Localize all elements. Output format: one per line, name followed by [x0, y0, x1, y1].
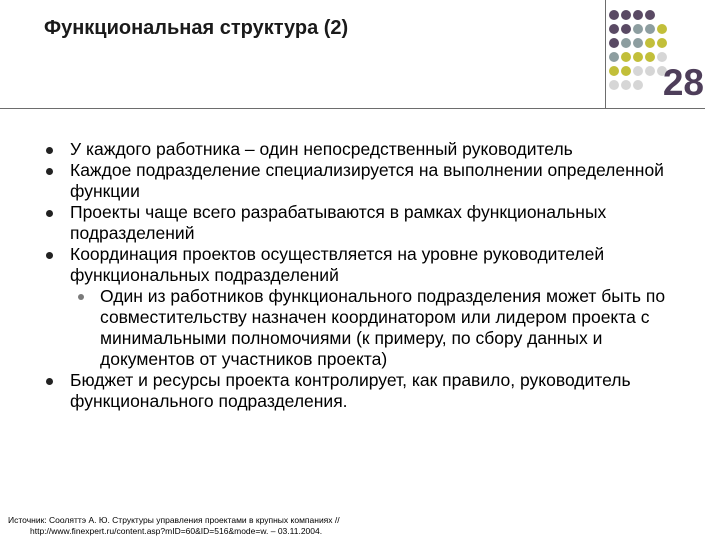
- decorative-dot: [645, 10, 655, 20]
- decorative-dot: [645, 38, 655, 48]
- decorative-dot: [609, 10, 619, 20]
- sub-bullet-icon: [78, 294, 84, 300]
- decorative-dot: [657, 38, 667, 48]
- bullet-text: У каждого работника – один непосредственный руководитель: [70, 139, 573, 159]
- decorative-dot: [621, 66, 631, 76]
- decorative-dot: [609, 66, 619, 76]
- vertical-divider: [605, 0, 606, 108]
- bullet-item: [44, 244, 684, 286]
- bullet-item: [44, 160, 684, 202]
- decorative-dot: [645, 52, 655, 62]
- decorative-dot-grid: [0, 0, 720, 110]
- decorative-dot: [633, 38, 643, 48]
- decorative-dot: [609, 52, 619, 62]
- horizontal-divider: [0, 108, 705, 109]
- bullet-item: [44, 202, 684, 244]
- decorative-dot: [621, 80, 631, 90]
- bullet-text: Координация проектов осуществляется на уровне руководителей функциональных подразделений: [70, 244, 605, 285]
- bullet-icon: [46, 210, 53, 217]
- bullet-icon: [46, 168, 53, 175]
- decorative-dot: [645, 66, 655, 76]
- decorative-dot: [609, 24, 619, 34]
- source-link: http://www.finexpert.ru/content.asp?mID=60&ID=516&mode=w. – 03.11.2004.: [30, 525, 323, 536]
- decorative-dot: [645, 24, 655, 34]
- bullet-icon: [46, 147, 53, 154]
- decorative-dot: [633, 24, 643, 34]
- decorative-dot: [633, 10, 643, 20]
- decorative-dot: [633, 66, 643, 76]
- decorative-dot: [621, 24, 631, 34]
- sub-bullet-item: [44, 286, 684, 370]
- decorative-dot: [633, 52, 643, 62]
- bullet-item: [44, 370, 684, 412]
- decorative-dot: [657, 52, 667, 62]
- decorative-dot: [621, 52, 631, 62]
- decorative-dot: [609, 80, 619, 90]
- decorative-dot: [609, 38, 619, 48]
- bullet-item: [44, 139, 684, 160]
- bullet-list: [44, 139, 684, 412]
- slide-number: 28: [662, 62, 704, 103]
- bullet-icon: [46, 378, 53, 385]
- bullet-text: Проекты чаще всего разрабатываются в рамках функциональных подразделений: [70, 202, 607, 243]
- bullet-text: Каждое подразделение специализируется на выполнении определенной функции: [70, 160, 664, 201]
- decorative-dot: [657, 24, 667, 34]
- decorative-dot: [633, 80, 643, 90]
- decorative-dot: [621, 38, 631, 48]
- bullet-icon: [46, 252, 53, 259]
- slide-title: Функциональная структура (2): [44, 17, 349, 39]
- source-line: Источник: Сооляттэ А. Ю. Структуры управления проектами в крупных компаниях //: [8, 515, 340, 525]
- source-note: [8, 515, 428, 536]
- bullet-text: Один из работников функционального подразделения может быть по совместительству назначен координатором или лидером проекта с минимальными полномочиями (к примеру, по сбору данных и документов от участников проекта): [100, 286, 666, 369]
- bullet-text: Бюджет и ресурсы проекта контролирует, как правило, руководитель функционального подразделения.: [70, 370, 631, 411]
- decorative-dot: [621, 10, 631, 20]
